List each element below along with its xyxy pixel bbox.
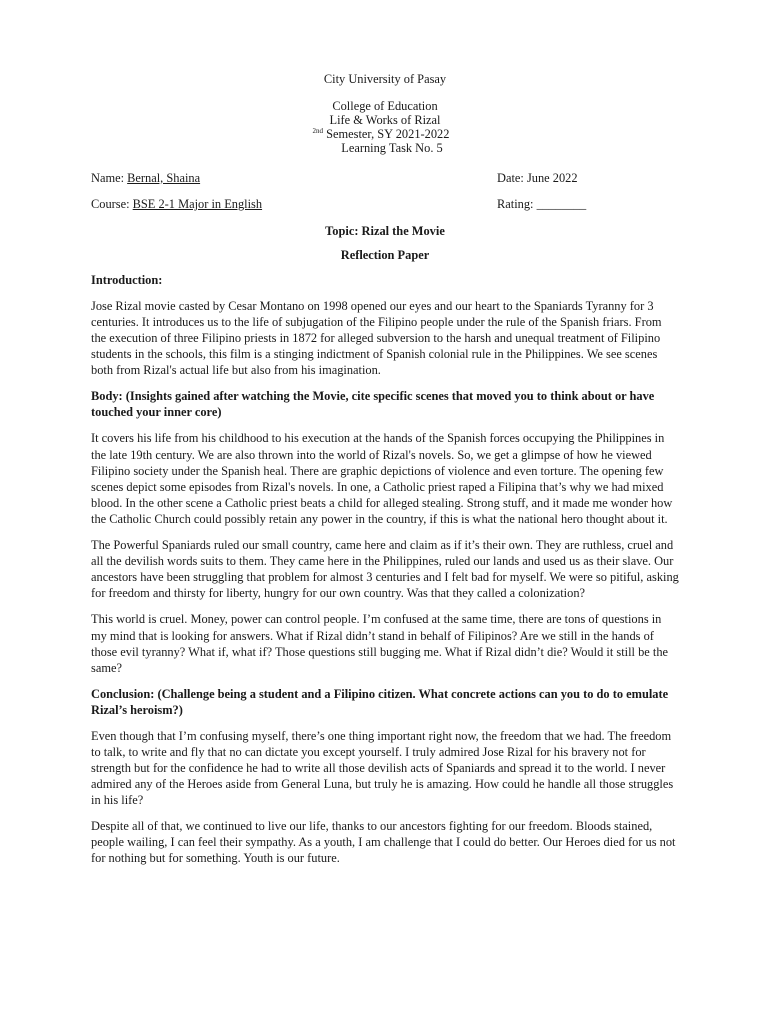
subject-name: Life & Works of Rizal <box>329 113 441 127</box>
course-rating-row <box>91 197 679 211</box>
topic-title: Topic: Rizal the Movie <box>325 224 445 238</box>
document-page <box>91 72 679 867</box>
rating-blank: ________ <box>536 197 587 211</box>
name-value: Bernal, Shaina <box>127 171 201 185</box>
learning-task: Learning Task No. 5 <box>341 141 443 155</box>
introduction-heading: Introduction: <box>91 273 163 287</box>
semester-text: Semester, SY 2021-2022 <box>323 127 450 141</box>
name-date-row <box>91 171 679 185</box>
date-value: June 2022 <box>526 171 578 185</box>
conclusion-heading: Conclusion: (Challenge being a student and a Filipino citizen. What concrete actions can you to do to emulate Rizal’s heroism?) <box>91 686 669 717</box>
rating-label: Rating: <box>497 197 537 211</box>
date-label: Date: <box>497 171 527 185</box>
body-heading: Body: (Insights gained after watching the Movie, cite specific scenes that moved you to think about or have touched your inner core) <box>91 389 655 420</box>
date-field <box>497 171 578 185</box>
rating-field <box>497 197 586 211</box>
name-label: Name: <box>91 171 128 185</box>
college-name: College of Education <box>332 99 438 113</box>
document-header <box>91 72 679 155</box>
semester-line <box>87 127 675 141</box>
body-paragraph-2: The Powerful Spaniards ruled our small country, came here and claim as if it’s their own. They are ruthless, cruel and all the devilish words suits to them. They came here in the Philippines, ruled our lands and used us as their slave. Our ancestors have been struggling that problem for almost 3 centuries and I felt bad for myself. We were so pitiful, asking for freedom and thirsty for liberty, hungry for our own country. Was that they called a colonization? <box>91 538 679 601</box>
paper-type: Reflection Paper <box>340 248 430 262</box>
introduction-paragraph: Jose Rizal movie casted by Cesar Montano on 1998 opened our eyes and our heart to the Spaniards Tyranny for 3 centuries. It introduces us to the life of subjugation of the Filipino people under the rule of the Spanish friars. From the execution of three Filipino priests in 1872 for alleged subversion to the harsh and unequal treatment of Filipino students in the schools, this film is a stinging indictment of Spanish colonial rule in the Philippines. We see scenes both from Rizal's actual life but also from his imagination. <box>91 299 662 378</box>
conclusion-paragraph-1: Even though that I’m confusing myself, there’s one thing important right now, the freedom that we had. The freedom to talk, to write and fly that no can dictate you except yourself. I truly admired Jose Rizal for his bravery not for strength but for the confidence he had to write all those devilish acts of Spaniards and spread it to the world. I never admired any of the Heroes aside from General Luna, but truly he is amazing. How could he handle all those struggles in his life? <box>91 728 674 808</box>
university-name: City University of Pasay <box>323 72 447 86</box>
course-value: BSE 2-1 Major in English <box>132 197 263 211</box>
body-paragraph-1: It covers his life from his childhood to his execution at the hands of the Spanish forces occupying the Philippines in the late 19th century. We are also thrown into the world of Rizal's novels. So, we get a glimpse of how he viewed Filipino society under the Spanish heal. There are graphic depictions of violence and even torture. The opening few scenes depict some episodes from Rizal's novels. In one, a Catholic priest raped a Filipina that’s why we had mixed blood. In the other scene a Catholic priest beats a child for alleged stealing. Strong stuff, and it made me wonder how the Catholic Church could possibly retain any power in the country, if this is what the national hero thought about it. <box>91 431 673 526</box>
course-label: Course: <box>91 197 133 211</box>
body-paragraph-3: This world is cruel. Money, power can control people. I’m confused at the same time, there are tons of questions in my mind that is looking for answers. What if Rizal didn’t stand in behalf of Filipinos? Are we still in the hands of those evil tyranny? What if, what if? Those questions still bugging me. What if Rizal didn’t die? Would it still be the same? <box>91 612 669 675</box>
conclusion-paragraph-2: Despite all of that, we continued to live our life, thanks to our ancestors fighting for our freedom. Bloods stained, people wailing, I can feel their sympathy. As a youth, I am challenge that I could do better. Our Heroes died for us not for nothing but for something. Youth is our future. <box>91 819 676 866</box>
semester-ordinal: 2nd <box>312 126 324 135</box>
